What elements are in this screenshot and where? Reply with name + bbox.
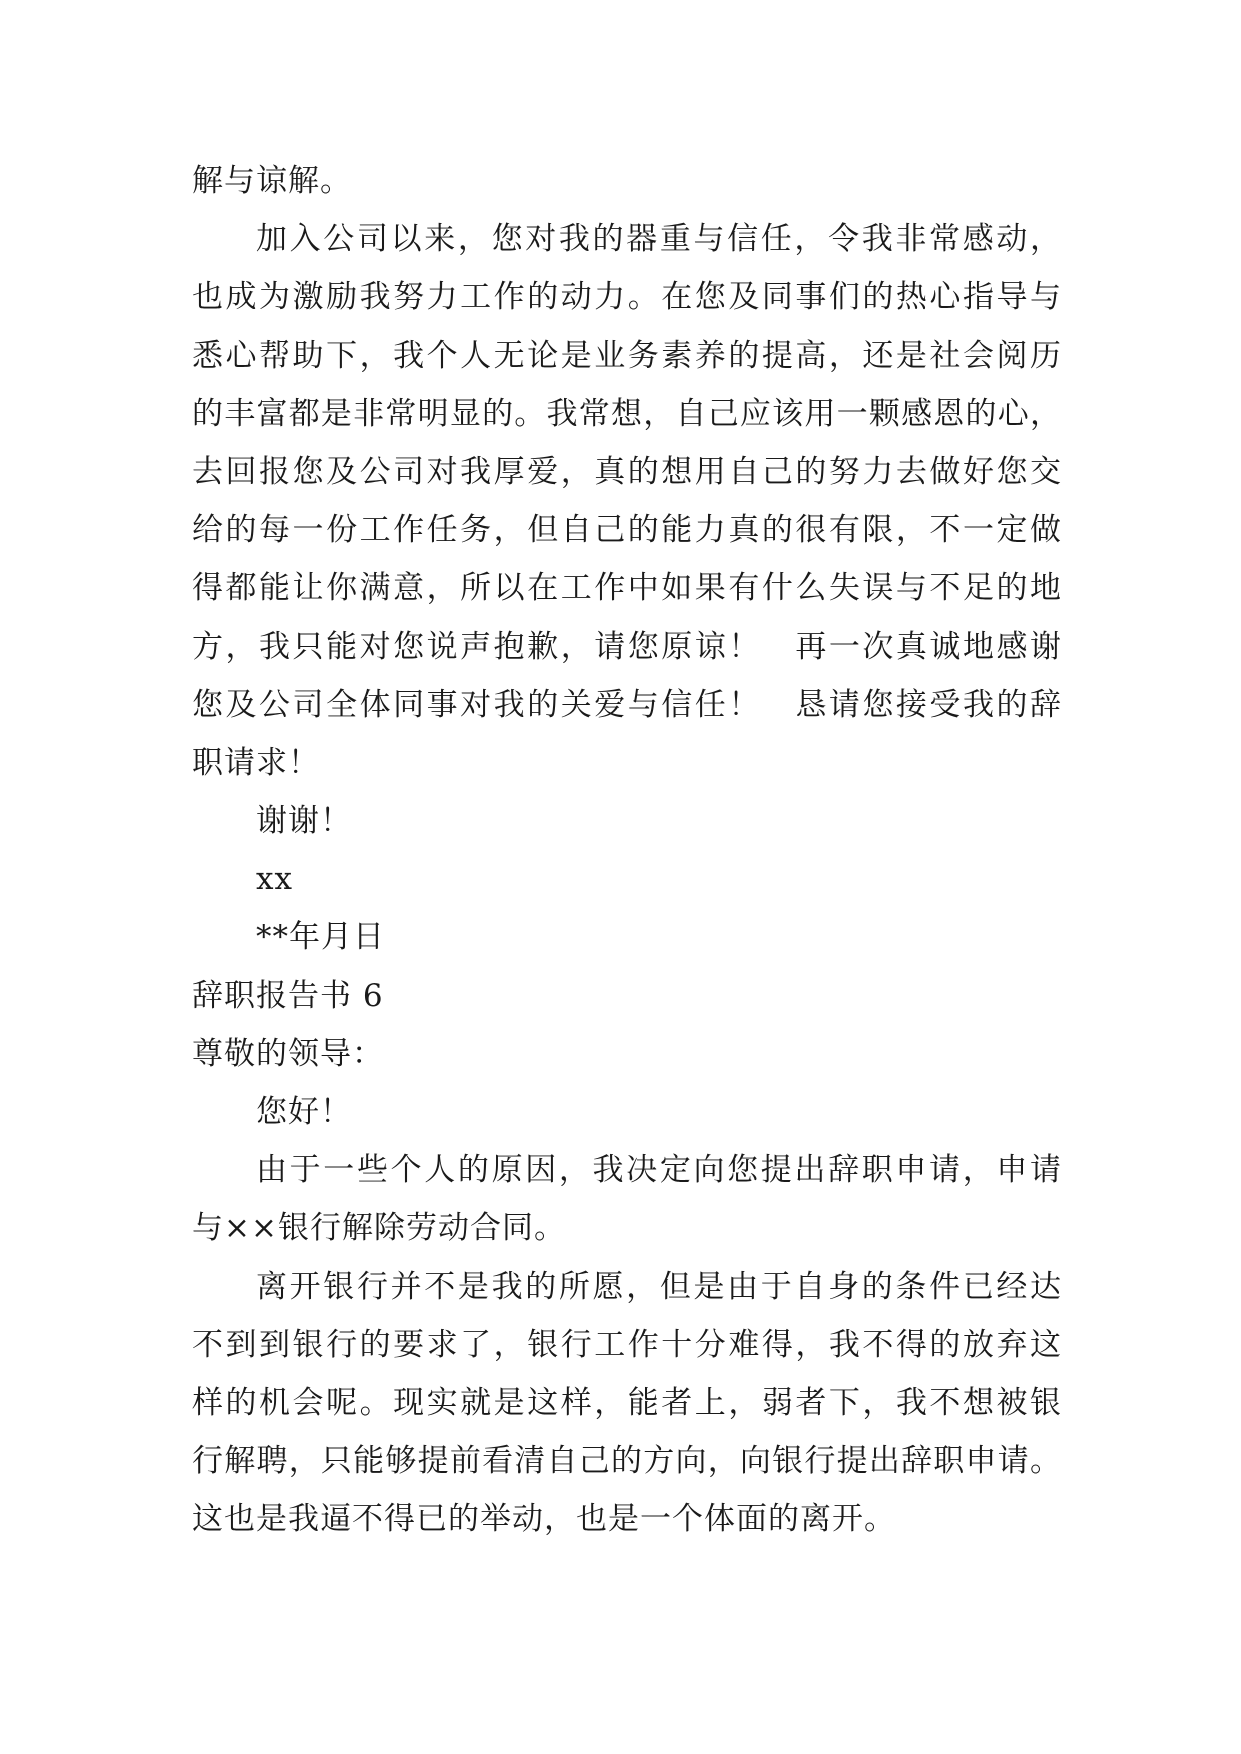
- text-line: 这也是我逼不得已的举动，也是一个体面的离开。: [192, 1501, 896, 1538]
- text-line: **年月日: [256, 919, 385, 956]
- text-line: 离开银行并不是我的所愿，但是由于自身的条件已经达: [256, 1268, 1062, 1305]
- text-line: 样的机会呢。现实就是这样，能者上，弱者下，我不想被银: [192, 1384, 1062, 1421]
- text-line: 解与谅解。: [192, 163, 352, 199]
- text-line: 您好！: [256, 1094, 352, 1130]
- text-line: 得都能让你满意，所以在工作中如果有什么失误与不足的地: [192, 570, 1062, 607]
- text-line: 的丰富都是非常明显的。我常想，自己应该用一颗感恩的心，: [192, 395, 1062, 432]
- text-line: 给的每一份工作任务，但自己的能力真的很有限，不一定做: [192, 512, 1062, 549]
- text-line: 职请求！: [192, 744, 320, 781]
- text-line: 辞职报告书 6: [192, 977, 384, 1014]
- text-line: 行解聘，只能够提前看清自己的方向，向银行提出辞职申请。: [192, 1443, 1062, 1480]
- text-line: xx: [256, 861, 293, 898]
- document-body: [192, 152, 1062, 1549]
- text-line: 方，我只能对您说声抱歉，请您原谅！ 再一次真诚地感谢: [192, 628, 1062, 665]
- text-line: 与××银行解除劳动合同。: [192, 1210, 566, 1247]
- text-line: 由于一些个人的原因，我决定向您提出辞职申请，申请: [256, 1152, 1062, 1189]
- text-line: 加入公司以来，您对我的器重与信任，令我非常感动，: [256, 221, 1062, 258]
- text-line: 不到到银行的要求了，银行工作十分难得，我不得的放弃这: [192, 1326, 1062, 1363]
- text-line: 您及公司全体同事对我的关爱与信任！ 恳请您接受我的辞: [192, 686, 1062, 723]
- text-line: 悉心帮助下，我个人无论是业务素养的提高，还是社会阅历: [192, 337, 1062, 374]
- text-line: 也成为激励我努力工作的动力。在您及同事们的热心指导与: [192, 279, 1062, 316]
- text-line: 去回报您及公司对我厚爱，真的想用自己的努力去做好您交: [192, 453, 1062, 490]
- text-line: 尊敬的领导：: [192, 1035, 384, 1072]
- text-line: 谢谢！: [256, 803, 352, 840]
